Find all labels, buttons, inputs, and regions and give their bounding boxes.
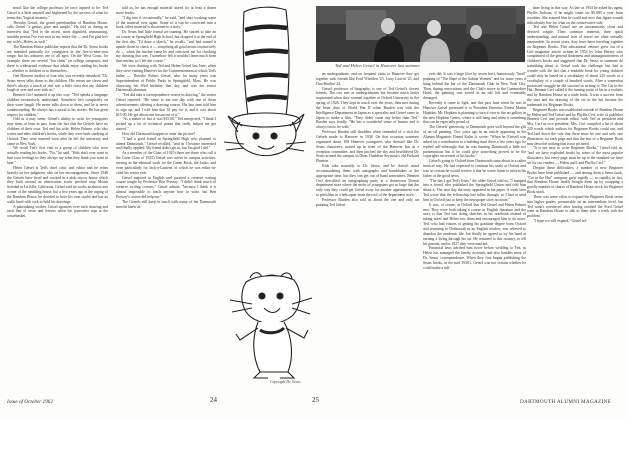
cat-in-hat-hat-illustration [214,4,314,166]
paragraph: Professor Burden also told us about the one and only art painting Ted Geisel [316,197,419,207]
paragraph: Geisel's going to Oxford from Dartmouth came about in a rather ironical way. He had expected to continue his study at Oxford and was so certain he would receive it that he wrote home to inform his father of the good news. [423,159,526,178]
paragraph: There was some effort to expand the Beginner Book series into higher grades, presumably on an intermediate level, but Ted wasn't convinced after having reached the Ford Geisel went to Random House to talk to them after a week with the problem. [527,194,623,219]
photo-caption: Ted and Helen Geisel in Hanover last summer. [335,63,421,68]
paragraph: Ted and Helen Geisel are an uncommonly close and devoted couple. Their common interests, their quick understanding, and mutual love of travel are often virtually inseparable. In recent years, they have been traveling together on Beginner Books. This educational venture grew out of a Life magazine article written in 1954 by John Hersey who complained of the general dreariness and unimaginativeness of children's books and suggested that Dr. Seuss or someone do something about it. Geisel took the challenge, but had to wrestle with the fact that a readable book for young children could only be based on a vocabulary of about 225 words or a vocabulary of a couple of hundred words. After a somewhat protracted struggle he did succeed in writing it; The Cat in the Hat. Bennett Cerf called it the turning point of his in a realistic and by Random House as a trade book. It was a success from the start and the drawing of the cat in the hat became the trademark for Beginner Books. [527,25,623,107]
paragraph: Beginner Books was established outside of Random House by Helen and Ted Geisel and by Phyllis Cerf, wife of publisher Bennett Cerf and juvenile editor, with Ted as president and Mrs. Cerf as vice president. Mrs. Cerf compiled a list of about 220 words which authors for Beginner Books could use, and Ted laid down the rule that there must be one and only one illustration for each page and that the text of a Beginner Book may describe nothing that is not pictured. [527,107,623,146]
paragraph: told us, he has enough material stored for at least a dozen more books. [116,6,216,15]
paragraph: Bennett Cerf summed it up this way: "Ted speaks a language children instinctively understand. Somehow he's completely on their wave length. He never talks down to them, and he is never condescending. He always has a moral to his stories. He has great respect for children." [7,93,108,117]
paragraph: Despite these difficulties, a number of new Beginner Books have been published — and among them a Seuss book, "Cat in the Hat" company grew rapidly — so rapidly, in fact, that Random House finally bought them up by swapping a goodly number of shares of Random House stock for Beginner Book stock. [527,165,623,195]
paragraph: "As a matter of fact it was $15.00," Ted interjected. "I think I picked up a lot of technical points that really helped me get started." [116,117,216,132]
paragraph: "I hope we will expand," Geisel ad- [533,219,587,224]
right-footer: DARTMOUTH ALUMNI MAGAZINE [520,399,612,405]
paragraph: A painstaking worker, Geisel agonizes over each drawing and each line of verse and freezes when his typewriter taps at the wastebasket. [7,204,108,219]
paragraph: "It is not easy to write Beginner Books," Geisel told us, "and we have exploded books by some of the most popular illustrators, but every page must be up to the standard we have set for our readers — Helen and I and Phyllis Cerf." [527,146,623,165]
paragraph: an undergraduate, and on frequent visits to Hanover they get together with friends like Ford Whelden '25, Larry Leavitt '25, and Don Burden '24. [316,72,419,86]
paragraph: "I had a good friend at Springfield High who planned to attend Dartmouth," Geisel recalled, "and as I became interested and finally applied. My friend didn't get in, but I'm glad I did." [116,136,216,151]
right-page-number: 25 [312,396,319,404]
paragraph: "Ted did take a correspondence course in drawing," the senior Geisel reported. "He came to me one day with one of those advertisements offering a drawing course. His late aunt told him to sign up, and I told him that I'd pay for it, and it cost about $15.00. He got about one lesson out of it." [116,93,216,117]
text-column-3 [316,72,419,454]
paragraph: much like the college professor he once aspired to be. Ted Geisel is a little amused and frightened by the success of what he terms this "logical insanity." [7,6,108,20]
text-column-2 [116,6,216,388]
paragraph: As a member of the Class of 1925 (there are those who call it the Great Class of 1925) Geisel was active in campus activities, serving as the editorial work for the Green Book, the Jacko, and even particularly for Jack-o-Lantern, of which he was editor-in-chief his senior year. [116,151,216,175]
left-page-number: 24 [210,396,217,404]
paragraph: Theodor Geisel, the grand paterfamilias of Random House, calls Geisel "a genius, pure and simple." He told us during an interview that "Ted is the nicest, most dignified, unassuming, sensible person I've ever met in my entire life — and I'm glad he's my wife's. Helen, as well." [7,20,108,44]
paragraph: Geisel, professor of biography, is one of Ted Geisel's closest friends. The two met as undergraduates but became much better acquainted when they roomed together at Oxford University in the spring of 1926. They kept in touch over the years, then met during the latter days of World War II when Burden was with the Intelligence Department in Japan as a specialist and Geisel came to Japan to make a film. "They didn't come any better than Ted," Burden says fondly. "He has a wonderful sense of humor and is always fun to be with." [316,86,419,130]
paragraph: Geisel majored in English and pursued a creative writing course taught by Professor Ben Pressey. "I didn't think much of creative writing courses," Geisel admits, "because I think it is almost impossible to teach anyone how to write, but Ben Pressey's course did help me." [116,175,216,199]
paragraph: Odd as it may seem, Geisel's ability to write for youngsters may stem, at least in part, from the fact that the Geisels have no children of their own. Ted and his wife, Helen Palmer, who also writes and edits children's books, while they were both studying at Oxford. They were married soon after he left the university and came to New York. [7,117,108,146]
paragraph: The Geisels still keep in touch with many of the Dartmouth men he knew as [116,199,216,209]
photo-image [316,6,525,62]
text-column-1 [7,6,108,388]
paragraph: Helen Geisel is Ted's chief critic and editor and he relies heavily on her judgment, also on her encouragement. Since 1948 the Geisels have lived and worked in a pink stucco house which they built around an observation tower perched atop Mount Soledad in La Jolla, California. Geisel said he works in almost any corner of the rambling house, but a few years ago at the urging of the Random House, he decided to have his own studio and has its walls lined with cork to hold his drawings. [7,165,108,204]
paragraph: "I dig into it occasionally," he said, "and start working some of the material over again. Some of it can be converted into a book, other material is shortened to a story." [116,15,216,30]
text-column-5 [527,6,623,388]
paragraph: We recall Ted's first visit to a group of children who were actually reading his books. "No," he said. "Kids don't ever want to hurt your feelings so they always say what they think you want to hear." [7,146,108,165]
paragraph: We were chatting with Ted and Helen Geisel last June, when they were visiting Hanover for the Commencement at which Ted's father — Theodor Robert Geisel, who for many years was Superintendent of Public Parks in Springfield, Mass. He was observing his 83rd birthday that day, and was the senior Dartmouth alumnus. [116,64,216,93]
paragraph: The Geisels' generosity to Dartmouth goes well beyond the gift of an oil painting. Two years ago in an article appearing in the Alumni Magazine, Daniel Kuhn Jr. wrote: "When he [Geisel] was asked for a contribution to a building fund drive a few years ago, he replied self-effacingly that he was hunting Dartmouth a little too parsimonious but if he could give something proved to be the copyrights on several of his books." [423,125,526,159]
paragraph: "The day I got Ted's letter," the older Geisel told us, "I bumped into a friend who published the Springfield Union and told him about it. The next day the story appeared in his paper. A week later Ted wrote that the fellowship had fallen through, so I had to send him to Oxford just to keep the newspaper story accurate." [423,178,526,202]
paragraph: The Random House publisher reports that the Dr. Seuss books are intended primarily for youngsters in the five-to-nine-year range, but his admirers are of all ages. On the West Coast, for example, there are several "fan clubs" on college campuses, and there is widespread evidence that adults enjoy reading his books — whether to children or to themselves. [7,44,108,73]
paragraph: Professor Burden still shudders when reminded of a visit the Geisels made to Hanover in 1938. On that occasion someone organized about 100 Hanover youngsters who dressed like Dr. Seuss characters, turned up in front of the Hanover Inn as a reception committee, and then pitched the shy and bewildered Dr. Seuss around the campus in Dean Thaddeus Seymour's old Packard Phaeton. [316,130,419,164]
geisel-photo [316,6,525,62]
paragraph: How did Dartmouth happen to enter the picture? [122,131,196,136]
paragraph: Recently it came to light, and this past June when he was in Hanover Geisel presented it to President Emeritus Ernest Martin Hopkins. Mr. Hopkins is planning to turn it over to the art gallery in the new Hopkins Center, where it will hang and when it something that can be especially proud of. [423,101,526,125]
paragraph: ever did. It was a large (five by seven feet), humorously "lurid" painting of "The Rape of the Sabine Women" and for some years it hung behind the bar of the Dartmouth Club in New York City. Then, during renovations and the Club's move to the Commodore Hotel, the painting was stored in an old loft and eventually damaged. [423,72,526,101]
cat-illustration [222,268,318,380]
paragraph: Kids take naturally to Dr. Seuss, and he doesn't mind accommodating them with autographs and handshakes at the appropriate time, but they can get out of hand sometimes. Bennett Cerf described an autographing party at a downtown Detroit department store where the mobs of youngsters got so large that the only way they could get Geisel away for another appointment was to pitch him to a helicopter from the roof of the department store. [316,164,419,198]
left-footer: Issue of October 1962 [7,399,53,405]
illustration-credit: Copyright Dr. Seuss [270,380,301,384]
paragraph: It was, of course, at Oxford that Ted Geisel and Helen Palmer met. They were both taking a course in English literature and the story is that Ted was doing sketches in his notebook instead of taking notes and Helen saw them and encouraged him to do more. Ted, who had visions of getting his graduate degree from Oxford and returning to Dartmouth as an English teacher, was relieved to abandon the academic life, but finally he agreed to try his hand at earning a living through his art. He returned to this country, to tell his parents, and in 1927 they were married. [423,202,526,246]
text-column-4 [423,72,526,454]
paragraph: Dr. Seuss had little formal art training. He started to take an art course at Springfield High School, but dropped it at the end of the first day. "I'd done a sketch," he recalls, "and had turned it upside down to check it — something all good artists instinctively do — when the teacher came by and criticized me for checking my drawing that way. I somehow felt it wouldn't learn much from that teacher, so I left the course." [116,30,216,64]
paragraph: time living in this way. As late as 1954 he asked his agent, Phyllis Jackson, if he might count on $5,000 a year from royalties. She assured him he could and now that figure sounds ridiculously low for what on the conservative side. [527,6,623,25]
paragraph: One Hanover mother of four who was recently remarked, "Dr. Seuss never talks down to the children. His verses are clever and there's always a touch of real wit; a little twist that my children laugh at over and over with us." [7,73,108,93]
paragraph: Financial laws advised him twice before wedding to Ted, as Helen has managed the family accounts and also handles most of Dr. Seuss' correspondence. When they first began publishing the Seuss books, in the mid 1930's, Geisel was not certain whether he could make a full- [423,246,526,270]
